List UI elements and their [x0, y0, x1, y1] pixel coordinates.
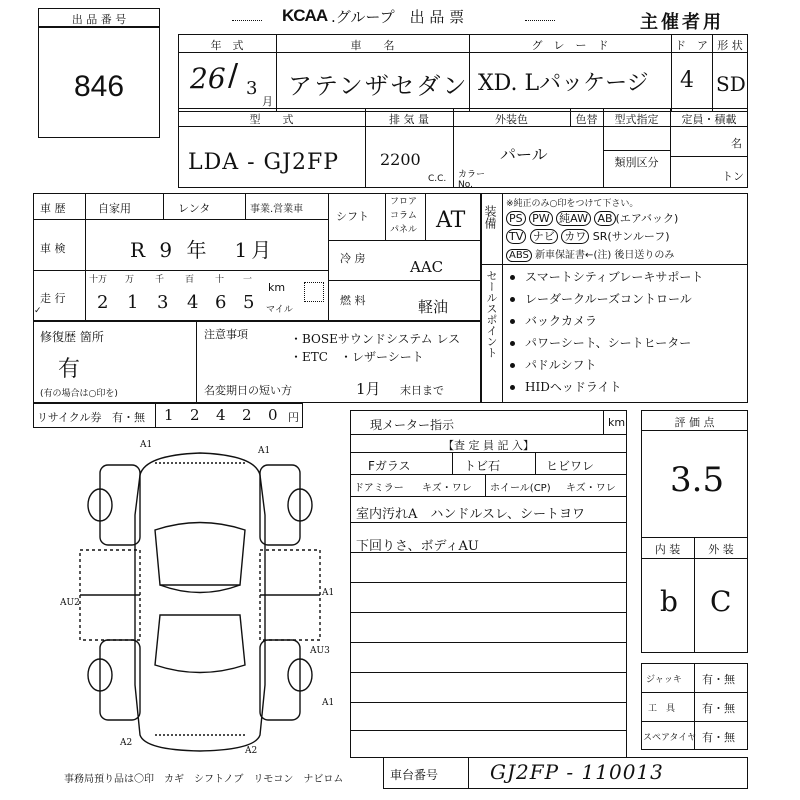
inspector-title: 【査 定 員 記 入】	[443, 439, 534, 452]
fuel-label: 燃 料	[340, 294, 366, 307]
lot-number-label: 出 品 番 号	[71, 13, 127, 26]
model-value: LDA - GJ2FP	[188, 150, 340, 175]
chassis-label: 車台番号	[390, 768, 439, 782]
doors-header: ド ア	[675, 39, 708, 52]
inspector-remark-2: 下回りさ、ボディAU	[356, 539, 479, 554]
option-sunroof[interactable]: SR(サンルーフ)	[592, 230, 670, 243]
sales-point-2: レーダークルーズコントロール	[510, 290, 742, 312]
month-unit: 月	[262, 95, 273, 108]
name-header: 車 名	[350, 39, 395, 52]
mileage-label: 走 行	[40, 292, 66, 305]
option-abs[interactable]: ABS	[506, 249, 532, 262]
mark-front-left: A1	[140, 440, 153, 450]
fuel-value: 軽油	[418, 298, 449, 316]
shaken-label: 車 検	[40, 242, 66, 255]
sales-points-side-label: セールスポイント	[485, 270, 498, 358]
score-value: 3.5	[670, 460, 725, 500]
displacement-header: 排 気 量	[389, 113, 429, 126]
office-note: 事務局預り品は〇印 カギ シフトノブ リモコン ナビロム	[64, 774, 344, 785]
notes-label: 注意事項	[204, 328, 248, 341]
exterior-label: 外 装	[708, 543, 734, 556]
warranty-label: 新車保証書←(注) 後日送りのみ	[535, 250, 675, 261]
shift-panel[interactable]: パネル	[390, 225, 418, 235]
history-rental[interactable]: レンタ	[178, 202, 211, 215]
meter-label: 現メーター指示	[370, 418, 455, 432]
mile-checkbox[interactable]	[304, 282, 324, 302]
sales-points-list	[510, 268, 742, 400]
ac-label: 冷 房	[340, 252, 366, 265]
displacement-value: 2200	[380, 150, 421, 169]
tools-value[interactable]: 有・無	[702, 702, 735, 715]
glass-crack[interactable]: ヒビワレ	[546, 459, 595, 473]
option-navi[interactable]: ナビ	[530, 229, 558, 244]
name-change-month: 1月	[356, 380, 381, 398]
mark-rear-left: A2	[120, 738, 133, 748]
interior-label: 内 装	[654, 543, 681, 556]
grade-header: グ レ ー ド	[531, 39, 609, 52]
km-label: km	[268, 281, 286, 294]
option-aw[interactable]: 純AW	[556, 211, 591, 226]
equipment-row1: PS PW 純AW AB (エアバック)	[506, 210, 678, 226]
mark-front-right: A1	[258, 446, 271, 456]
recycle-label: リサイクル券	[37, 411, 102, 424]
score-label: 評 価 点	[674, 416, 715, 429]
month-value: 3	[246, 78, 258, 99]
car-name: アテンザセダン	[288, 72, 469, 100]
sales-point-3: バックカメラ	[510, 312, 742, 334]
spare-tire-value[interactable]: 有・無	[702, 731, 735, 744]
notes-line2: ・ETC ・レザーシート	[290, 350, 424, 364]
capacity-unit: 名	[731, 137, 742, 150]
meter-unit: km	[608, 416, 626, 429]
exterior-score: C	[710, 585, 732, 618]
header-dots-right	[525, 6, 555, 21]
brand-logo: KCAA	[282, 6, 328, 25]
cc-unit: C.C.	[428, 174, 447, 184]
ac-value: AAC	[410, 258, 444, 276]
class-label: 類別区分	[614, 156, 659, 169]
jack-label: ジャッキ	[646, 675, 682, 685]
history-label: 車 歴	[40, 202, 66, 215]
mirror-options[interactable]: キズ・ワレ	[422, 483, 472, 494]
repair-note: (有の場合は○印を)	[40, 389, 118, 399]
option-ps[interactable]: PS	[506, 211, 526, 226]
option-tv[interactable]: TV	[506, 229, 526, 244]
color-change-header: 色替	[575, 113, 598, 126]
equipment-side-label: 装備	[483, 205, 497, 229]
mark-right-door: A1	[322, 588, 335, 598]
lot-number-value: 846	[73, 70, 125, 103]
form-title: .グループ 出 品 票	[331, 8, 465, 26]
glass-label: Fガラス	[368, 459, 411, 473]
year-value: 26	[190, 62, 226, 95]
interior-score: b	[660, 585, 678, 618]
organizer-label: 主催者用	[640, 12, 724, 33]
mirror-label: ドアミラー	[354, 483, 404, 494]
chassis-value: GJ2FP - 110013	[490, 760, 664, 784]
body-header: 形 状	[717, 39, 743, 52]
mark-right-rear: AU3	[310, 646, 330, 656]
equipment-row3	[506, 246, 674, 261]
color-no-label: カラー No.	[458, 170, 486, 190]
sales-point-1: スマートシティブレーキサポート	[510, 268, 742, 290]
option-ab[interactable]: AB	[594, 211, 615, 226]
header-dots	[232, 6, 262, 21]
option-pw[interactable]: PW	[529, 211, 553, 226]
shift-label: シフト	[336, 210, 369, 223]
jack-value[interactable]: 有・無	[702, 673, 735, 686]
repair-label: 修復歴 箇所	[40, 330, 104, 344]
equipment-note: ※純正のみ○印をつけて下さい。	[506, 199, 639, 209]
recycle-digits: 1 2 4 2 0	[164, 406, 278, 424]
grade-value: XD. Lパッケージ	[478, 71, 649, 96]
history-business[interactable]: 事業.営業車	[250, 204, 304, 215]
glass-chip[interactable]: トビ石	[464, 459, 501, 473]
wheel-label: ホイール(CP)	[490, 483, 551, 494]
mileage-check: ✓	[34, 306, 42, 316]
mark-rear-right: A2	[245, 746, 258, 756]
notes-line1: ・BOSEサウンドシステム レス	[290, 332, 461, 346]
mark-right-rear-quarter: A1	[322, 698, 335, 708]
shift-column[interactable]: コラム	[390, 211, 417, 221]
inspector-remark-1: 室内汚れA ハンドルスレ、シートヨワ	[356, 507, 585, 522]
type-designation-label: 型式指定	[614, 113, 659, 126]
year-header: 年 式	[210, 39, 244, 52]
recycle-unit: 円	[288, 411, 299, 424]
shift-floor[interactable]: フロア	[390, 197, 418, 207]
spare-tire-label: スペアタイヤ	[643, 733, 697, 743]
wheel-options[interactable]: キズ・ワレ	[566, 483, 616, 494]
sales-point-6: HIDヘッドライト	[510, 378, 742, 400]
sales-point-4: パワーシート、シートヒーター	[510, 334, 742, 356]
option-camera[interactable]: カワ	[561, 229, 589, 244]
tools-label: 工 具	[648, 704, 676, 714]
body-value: SD	[716, 72, 746, 96]
name-change-day: 末日まで	[400, 384, 444, 397]
color-value: パール	[500, 145, 548, 164]
model-header: 型 式	[249, 113, 294, 126]
name-change-label: 名変期日の短い方	[204, 384, 292, 397]
shaken-value: R 9 年 1月	[130, 238, 276, 262]
recycle-options[interactable]: 有・無	[112, 411, 145, 424]
mileage-digits: 十万 万 千 百 十 一 2 1 3 4 6 5	[89, 275, 255, 313]
shift-value: AT	[436, 208, 466, 233]
mark-left-door: AU2	[60, 598, 80, 608]
doors-value: 4	[680, 68, 694, 93]
mile-label: マイル	[266, 305, 293, 315]
history-private[interactable]: 自家用	[98, 202, 131, 215]
capacity-header: 定員・積載	[681, 113, 737, 126]
year-slash: /	[228, 58, 239, 93]
repair-value: 有	[58, 357, 81, 382]
equipment-row2	[506, 228, 670, 244]
color-header: 外装色	[495, 113, 528, 126]
sales-point-5: パドルシフト	[510, 356, 742, 378]
load-unit: トン	[722, 170, 744, 183]
car-damage-diagram[interactable]	[60, 435, 350, 765]
